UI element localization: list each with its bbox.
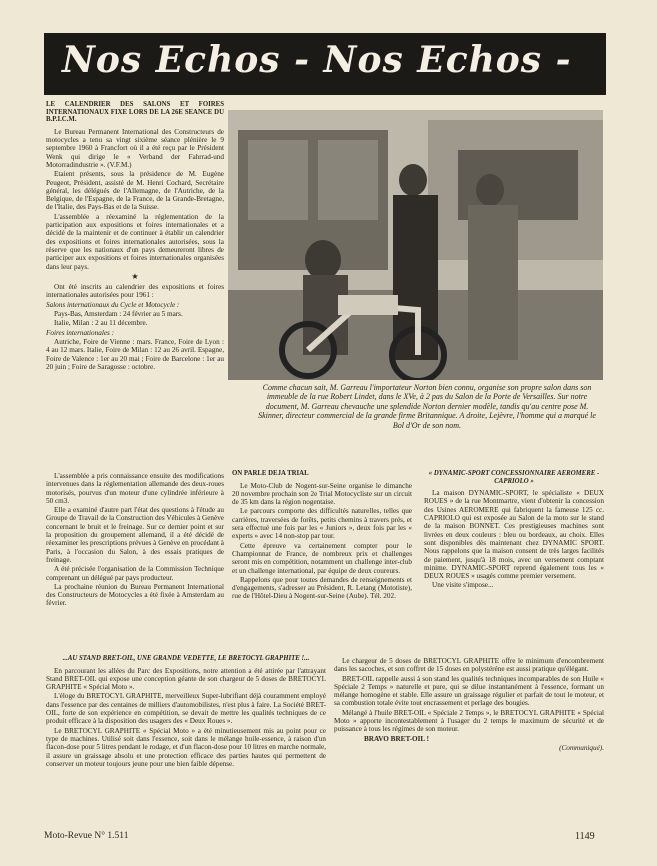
salon-item: Pays-Bas, Amsterdam : 24 février au 5 mars. xyxy=(54,310,183,319)
salons-heading: Salons internationaux du Cycle et Motocycle : xyxy=(46,300,180,309)
article-bret-oil-headline: ...AU STAND BRET-OIL, UNE GRANDE VEDETTE, LE BRETOCYL GRAPHITE !... xyxy=(62,655,310,662)
paragraph: A été précisée l'organisation de la Commission Technique comprenant un délégué par pays producteur. xyxy=(46,565,224,582)
section-banner xyxy=(44,33,606,95)
paragraph: Une visite s'impose... xyxy=(432,581,494,590)
paragraph: Le BRETOCYL GRAPHITE « Spécial Moto » a été minutieusement mis au point pour ce type de machines. Utilisé soit dans l'essence, soit dans le mélange huile-essence, à raison d'un flacon-dose pour 5 litres pendant le rodage, et d'un flacon-dose pour 10 litres en marche normale, il assure un graissage absolu et une protection efficace des parties hautes qui permettent de conserver un moteur toujours jeune pour une bien faible dépense. xyxy=(46,726,326,768)
paragraph: Elle a examiné d'autre part l'état des questions à l'étude au Groupe de Travail de la Construction des Véhicules à Genève concernant le bruit et le freinage. Sur ce dernier point et sur la proposition du groupement allemand, il a été décidé de réexaminer les prescriptions prévues à Genève en procédant à Paris, à l'occasion du Salon, à des essais pratiques de freinage. xyxy=(46,506,224,564)
paragraph: L'assemblée a réexaminé la réglementation de la participation aux expositions et foires internationales et a décidé de la maintenir et de continuer à établir un calendrier des expositions et foires internationales autorisées, sous la réserve que les nationaux d'un pays demeureront libres de participer aux expositions et foires internationales organisées dans leur pays. xyxy=(46,212,224,271)
photo-caption: Comme chacun sait, M. Garreau l'importateur Norton bien connu, organise son propre salon dans son immeuble de la rue Robert Lindet, dans le XVe, à 2 pas du Salon de la Porte de Versailles. Sur notre document, M. Garreau chevauche une splendide Norton dernier modèle, tandis qu'au centre pose M. Skinner, directeur commercial de la grande firme Britannique. A droite, Lejèvre, l'homme qui a marqué le Bol d'Or de son nom. xyxy=(258,383,596,430)
paragraph: L'éloge du BRETOCYL GRAPHITE, merveilleux Super-lubrifiant déjà couramment employé dans l'essence par des centaines de milliers d'automobilistes, n'est plus à faire. La Société BRET-OIL, forte de son expérience en compétition, se devait de mettre les qualités techniques de ce produit efficace à la disposition des usagers des « Deux Roues ». xyxy=(46,692,326,726)
paragraph: La prochaine réunion du Bureau Permanent International des Constructeurs de Motocycles a été fixée à Amsterdam au février. xyxy=(46,582,224,608)
banner-title: Nos Echos - Nos Echos - xyxy=(62,39,572,81)
paragraph: Le Moto-Club de Nogent-sur-Seine organise le dimanche 20 novembre prochain son 2e Trial Motocycliste sur un circuit de 35 km dans la région nogentaise. xyxy=(232,481,412,507)
paragraph: En parcourant les allées du Parc des Expositions, notre attention a été attirée par l'attrayant Stand BRET-OIL qui expose une conception géante de son chargeur de 5 doses de BRETOCYL GRAPHITE « Spécial Moto ». xyxy=(46,666,326,692)
article-bret-oil xyxy=(46,655,326,827)
article-bret-oil-continued xyxy=(334,657,604,829)
paragraph: Etaient présents, sous la présidence de M. Eugène Peugeot, Président, assisté de M. Henri Cochard, Secrétaire général, les délégués de l'Allemagne, de l'Autriche, de la Belgique, de l'Espagne, de la France, de la Grande-Bretagne, de l'Italie, des Pays-Bas et de la Suisse. xyxy=(46,170,224,212)
page-number: 1149 xyxy=(575,831,595,842)
paragraph: L'assemblée a pris connaissance ensuite des modifications intervenues dans la réglementation allemande des deux-roues motorisés, pourvus d'un moteur d'une cylindrée inférieure à 50 cm3. xyxy=(46,472,224,505)
article-trial-headline: ON PARLE DEJA TRIAL xyxy=(232,470,309,477)
article-trial xyxy=(232,470,412,640)
paragraph: Le parcours comporte des difficultés naturelles, telles que carrières, traversées de forêts, petits chemins à travers prés, et sera effectué une fois par les « Juniors », deux fois par les « experts » avec 14 non-stop par tour. xyxy=(232,507,412,541)
article-calendrier-continued xyxy=(46,472,224,642)
article-dynamic-sport xyxy=(424,470,604,640)
paragraph: BRET-OIL rappelle aussi à son stand les qualités techniques incomparables de son Huile « Spéciale 2 Temps » naturelle et pure, qui se dilue instantanément à l'essence, formant un mélange homogène et stable. Elle assure un graissage régulier et parfait de tout le moteur, et sa combustion totale évite tout encrassement et perlage des bougies. xyxy=(334,674,604,708)
bravo-line: BRAVO BRET-OIL ! xyxy=(364,734,429,743)
foires-heading: Foires internationales : xyxy=(46,328,115,337)
paragraph: Ont été inscrits au calendrier des expositions et foires internationales autorisées pour 1961 : xyxy=(46,283,224,300)
paragraph: Le Bureau Permanent International des Constructeurs de motocycles a tenu sa vingt sixième séance plénière le 9 septembre 1960 à Francfort où il a été reçu par le Président Wenk qui dirige le « Verband der Fahrrad-und Motorradindustrie ». (V.F.M.) xyxy=(46,127,224,169)
paragraph: La maison DYNAMIC-SPORT, le spécialiste « DEUX ROUES » de la rue Montmartre, vient d'obtenir la concession des Usines AEROMERE qui fabriquent la fameuse 125 cc. CAPRIOLO qui est exposée au Salon de la moto sur le stand de la maison BONNET. Ces prestigieuses machines sont livrées en deux couleurs : bleu ou bordeaux, au choix. Elles sont disponibles dès maintenant chez DYNAMIC SPORT. Nous rappelons que la maison consent de très larges facilités de paiement, jusqu'à 18 mois, avec un versement comptant minime. DYNAMIC-SPORT reprend également tous les « DEUX ROUES » usagés comme premier versement. xyxy=(424,489,604,581)
communique: (Communiqué). xyxy=(559,743,604,752)
magazine-issue: Moto-Revue N° 1.511 xyxy=(44,831,129,841)
article-calendrier-headline: LE CALENDRIER DES SALONS ET FOIRES INTERNATIONAUX FIXE LORS DE LA 26E SEANCE DU B.P.I.C.M. xyxy=(46,101,224,124)
foires-list: Autriche, Foire de Vienne : mars. France, Foire de Lyon : 4 au 12 mars. Italie, Foire de Milan : 12 au 26 avril. Espagne, Foire de Valence : 1er au 20 mai ; Foire de Barcelone : 1er au 20 juin ; Foire de Saragosse : octobre. xyxy=(46,337,224,371)
paragraph: Le chargeur de 5 doses de BRETOCYL GRAPHITE offre le minimum d'encombrement dans les sacoches, et son coffret de 15 doses en polystéréne est aussi pratique qu'élégant. xyxy=(334,657,604,674)
article-dynamic-sport-headline: « DYNAMIC-SPORT CONCESSIONNAIRE AEROMERE - CAPRIOLO » xyxy=(428,470,600,485)
paragraph: Rappelons que pour toutes demandes de renseignements et d'engagements, s'adresser au Président, R. Letang (Mototiste), rue de l'Hôtel-Dieu à Nogent-sur-Seine (Aube). Tél. 202. xyxy=(232,575,412,601)
separator-star: ★ xyxy=(131,271,139,281)
showroom-photo xyxy=(228,110,603,380)
paragraph: Cette épreuve va certainement compter pour le Championnat de France, de nombreux prix et challenges seront mis en compétition, notamment un challenge inter-club et un challenge international, par équipe de deux coureurs. xyxy=(232,541,412,575)
paragraph: Mélangé à l'huile BRET-OIL « Spéciale 2 Temps », le BRETOCYL GRAPHITE « Spécial Moto » apporte incontestablement à l'usager du 2 temps le maximum de sécurité et de puissance à tous les régimes de son moteur. xyxy=(334,708,604,734)
photo-illustration xyxy=(228,110,603,380)
salon-item: Italie, Milan : 2 au 11 décembre. xyxy=(54,319,148,328)
